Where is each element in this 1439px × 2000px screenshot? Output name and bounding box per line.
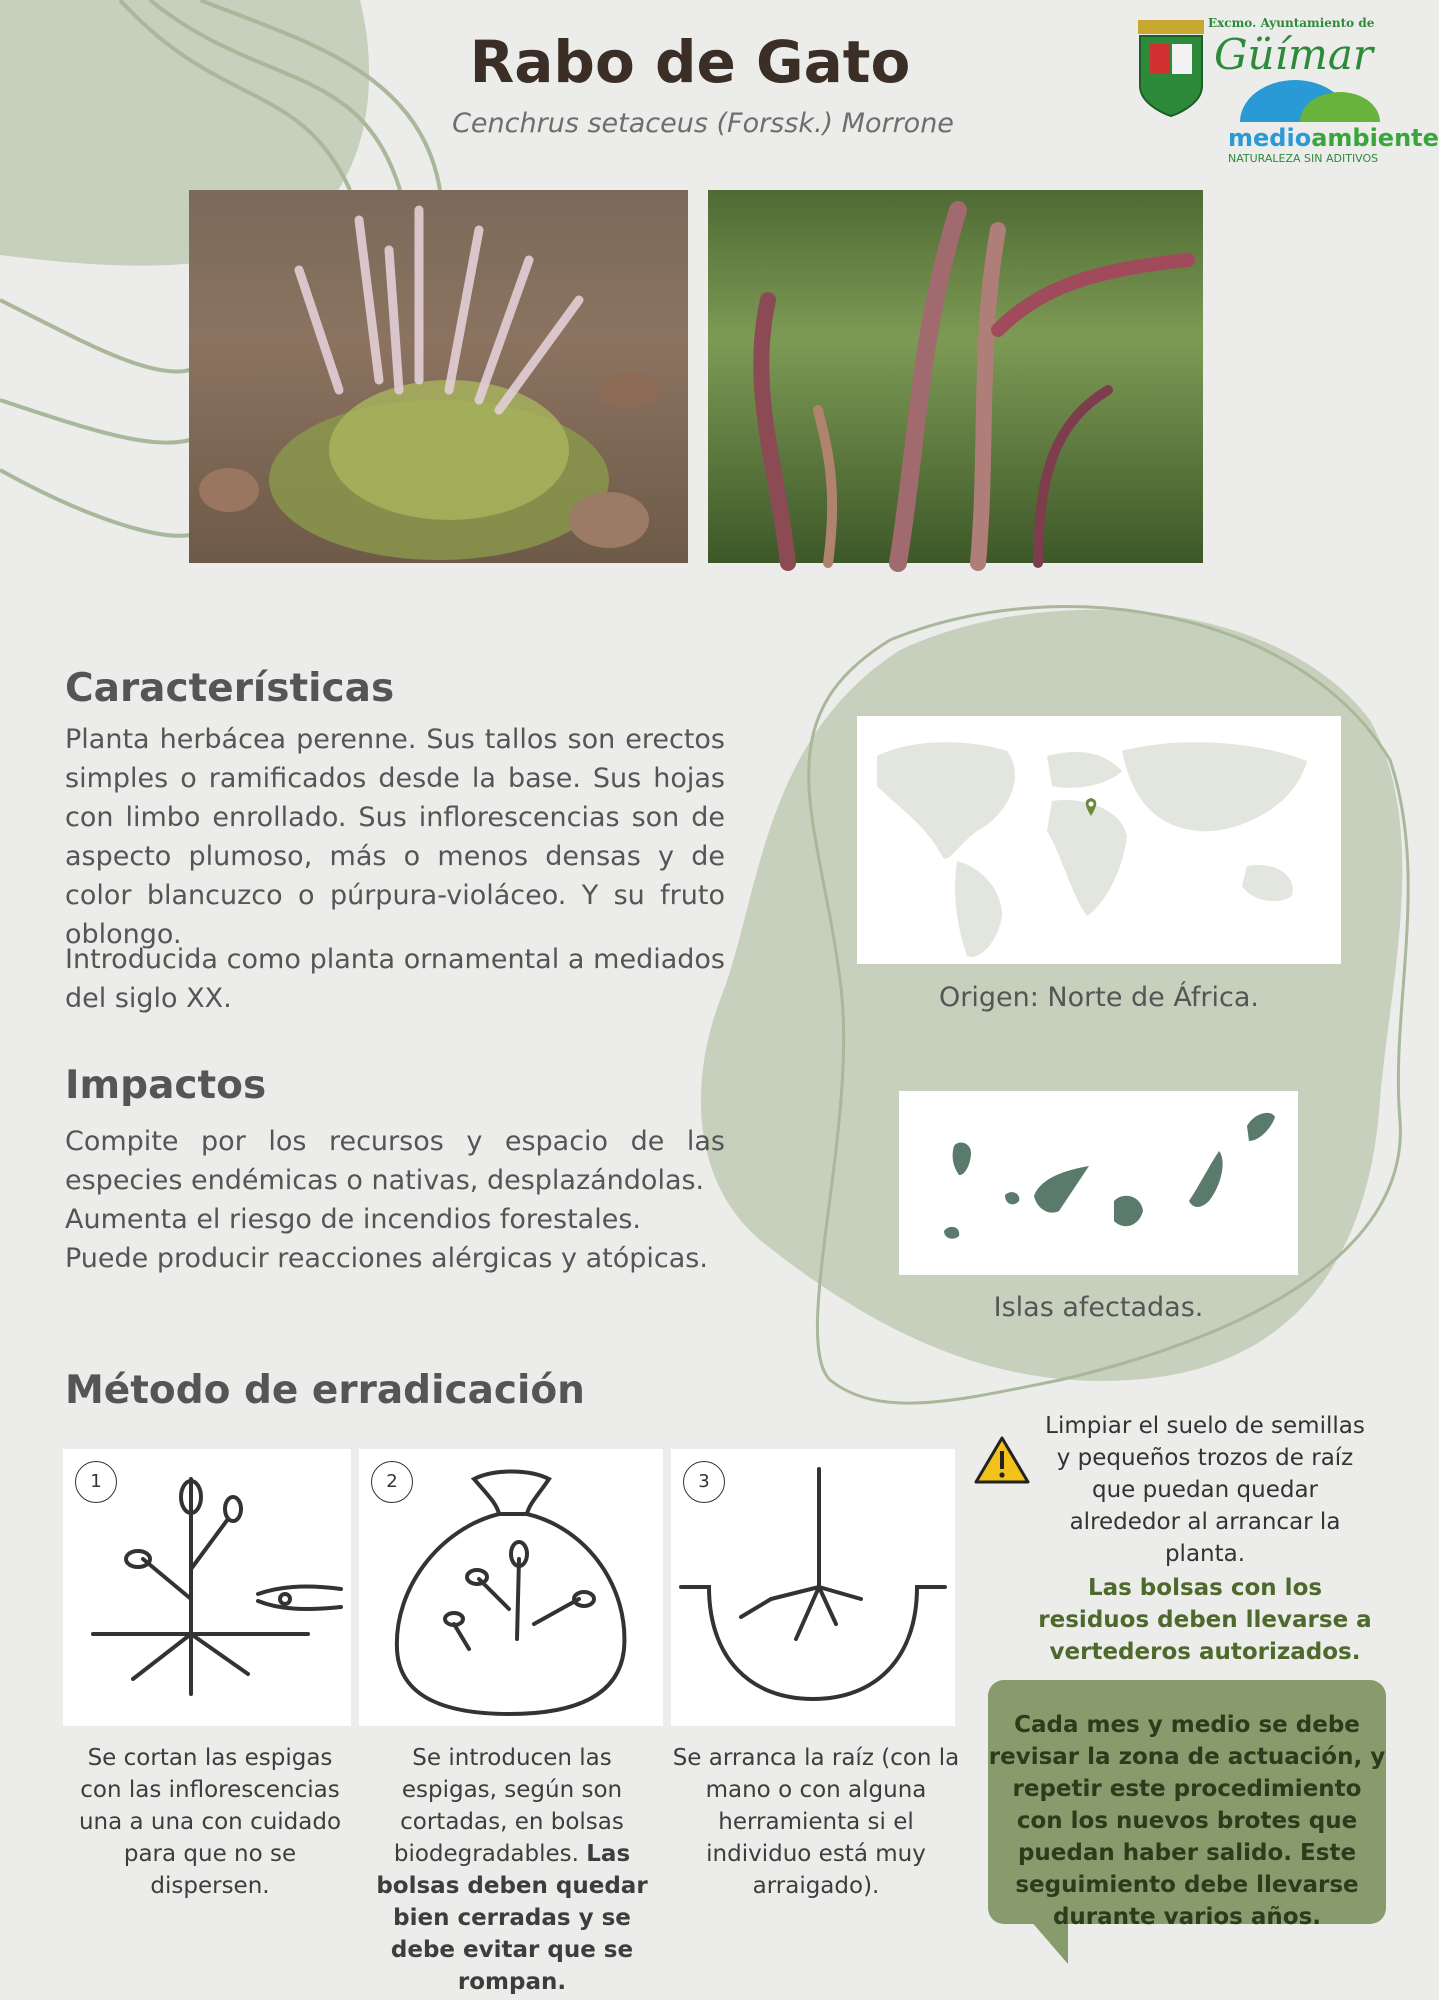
islands-illustration bbox=[899, 1091, 1298, 1275]
characteristics-description: Planta herbácea perenne. Sus tallos son erectos simples o ramificados desde la base. Sus hojas con limbo enrollado. Sus inflorescencias son de aspecto plumoso, más o menos densas y de color blancuzco o púrpura-violáceo. Y su fruto oblongo. bbox=[65, 724, 725, 950]
feathery-spikes-illustration bbox=[708, 190, 1203, 563]
step-description: Se cortan las espigas con las inflorescencias una a una con cuidado para que no se dispersen. bbox=[78, 1745, 342, 1899]
disposal-note: Las bolsas con los residuos deben llevarse a vertederos autorizados. bbox=[1038, 1575, 1372, 1665]
impact-item: Aumenta el riesgo de incendios forestales. bbox=[65, 1204, 641, 1235]
step-number: 1 bbox=[75, 1461, 117, 1503]
impact-item: Puede producir reacciones alérgicas y atópicas. bbox=[65, 1243, 708, 1274]
step-card bbox=[63, 1449, 351, 1726]
photo-plant-habitat bbox=[189, 190, 688, 563]
characteristics-heading: Características bbox=[65, 666, 395, 711]
step-number: 3 bbox=[683, 1461, 725, 1503]
method-heading: Método de erradicación bbox=[65, 1368, 585, 1413]
logo-institution: Excmo. Ayuntamiento de bbox=[1208, 16, 1375, 30]
municipal-logo bbox=[1130, 12, 1439, 172]
photo-inflorescences bbox=[708, 190, 1203, 563]
step-description: Se introducen las espigas, según son cortadas, en bolsas biodegradables. Las bolsas deben quedar bien cerradas y se debe evitar que se rompan. bbox=[376, 1745, 648, 1995]
canary-islands-map bbox=[899, 1091, 1298, 1275]
islands-caption: Islas afectadas. bbox=[993, 1292, 1204, 1323]
grass-clump-illustration bbox=[189, 190, 688, 563]
impacts-heading: Impactos bbox=[65, 1063, 267, 1108]
followup-note: Cada mes y medio se debe revisar la zona de actuación, y repetir este procedimiento con los nuevos brotes que puedan haber salido. Este seguimiento debe llevarse durante varios años. bbox=[988, 1712, 1386, 1930]
scientific-name: Cenchrus setaceus (Forssk.) Morrone bbox=[452, 108, 954, 139]
logo-brand: medioambiente bbox=[1228, 124, 1439, 152]
step-card bbox=[359, 1449, 663, 1726]
logo-town: Güímar bbox=[1214, 30, 1373, 79]
warning-icon bbox=[973, 1434, 1031, 1486]
impact-item: Compite por los recursos y espacio de las especies endémicas o nativas, desplazándolas. bbox=[65, 1126, 725, 1196]
page-title: Rabo de Gato bbox=[469, 28, 911, 96]
world-map bbox=[857, 716, 1341, 964]
step-description: Se arranca la raíz (con la mano o con alguna herramienta si el individuo está muy arraigado). bbox=[672, 1745, 960, 1899]
logo-tagline: NATURALEZA SIN ADITIVOS bbox=[1228, 152, 1379, 165]
world-map-illustration bbox=[857, 716, 1341, 964]
warning-note: Limpiar el suelo de semillas y pequeños trozos de raíz que puedan quedar alrededor al arrancar la planta. bbox=[1045, 1413, 1365, 1567]
step-card bbox=[671, 1449, 955, 1726]
step-number: 2 bbox=[371, 1461, 413, 1503]
introduction-note: Introducida como planta ornamental a mediados del siglo XX. bbox=[65, 944, 725, 1014]
origin-caption: Origen: Norte de África. bbox=[939, 982, 1259, 1013]
